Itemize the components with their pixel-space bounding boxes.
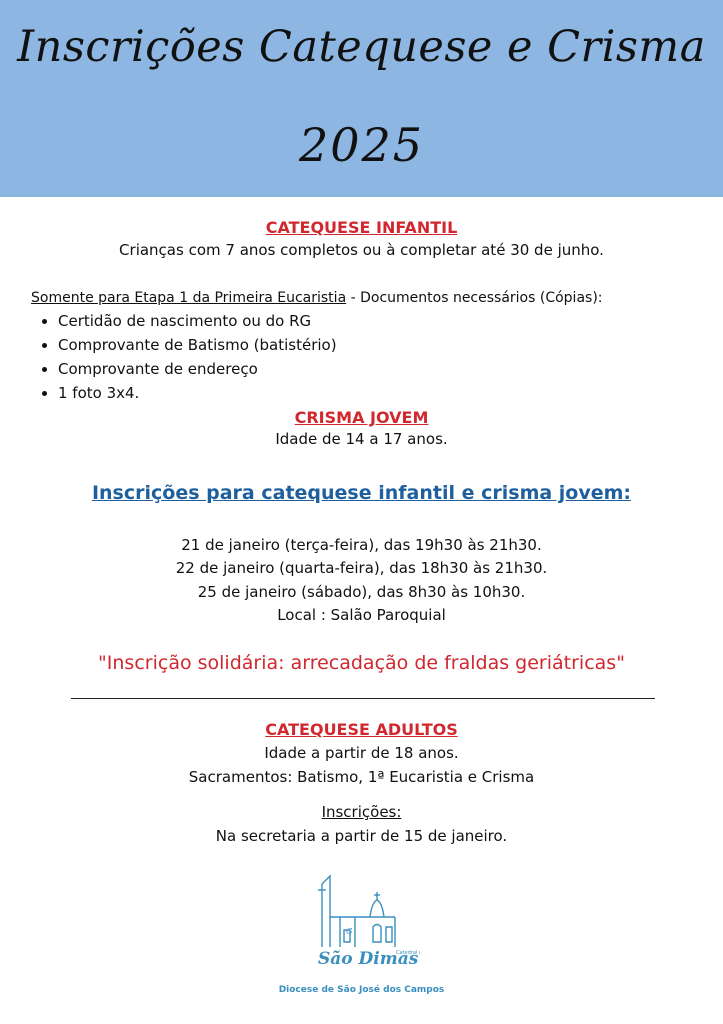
inscricoes-heading: Inscrições para catequese infantil e crisma jovem: <box>91 482 632 504</box>
diocese-text: Diocese de São José dos Campos <box>278 985 445 995</box>
crisma-jovem-heading: CRISMA JOVEM <box>294 408 429 427</box>
cathedral-logo-icon <box>300 872 420 982</box>
list-item: • Certidão de nascimento ou do RG <box>58 309 337 333</box>
list-item: • 1 foto 3x4. <box>58 381 337 405</box>
cathedral-logo <box>300 872 420 982</box>
adultos-sacramentos: Sacramentos: Batismo, 1ª Eucaristia e Crisma <box>188 768 535 786</box>
year-title: 2025 <box>298 118 425 172</box>
date-line: 21 de janeiro (terça-feira), das 19h30 às 21h30. <box>181 536 542 554</box>
solidaria-text: "Inscrição solidária: arrecadação de fraldas geriátricas" <box>98 652 625 674</box>
svg-text:G: G <box>346 927 353 936</box>
local-text: Local : Salão Paroquial <box>277 606 446 624</box>
header-banner <box>0 0 723 197</box>
adultos-inscricoes-text: Na secretaria a partir de 15 de janeiro. <box>215 827 508 845</box>
adultos-inscricoes-label: Inscrições: <box>321 803 402 821</box>
catequese-infantil-text: Crianças com 7 anos completos ou à completar até 30 de junho. <box>119 241 604 259</box>
documents-intro <box>31 290 603 306</box>
catequese-adultos-heading: CATEQUESE ADULTOS <box>265 720 458 739</box>
divider <box>71 698 655 699</box>
catequese-infantil-heading: CATEQUESE INFANTIL <box>265 218 458 237</box>
logo-name: São Dimas <box>318 949 419 969</box>
list-item: • Comprovante de Batismo (batistério) <box>58 333 337 357</box>
list-item: • Comprovante de endereço <box>58 357 337 381</box>
date-line: 25 de janeiro (sábado), das 8h30 às 10h30. <box>197 583 526 601</box>
documents-intro-underlined: Somente para Etapa 1 da Primeira Eucaristia <box>31 290 347 306</box>
crisma-jovem-text: Idade de 14 a 17 anos. <box>275 430 448 448</box>
documents-list <box>36 309 337 405</box>
page-title: Inscrições Catequese e Crisma <box>17 22 706 72</box>
date-line: 22 de janeiro (quarta-feira), das 18h30 às 21h30. <box>175 559 548 577</box>
logo-small-text: Catedral <box>396 950 418 956</box>
adultos-age: Idade a partir de 18 anos. <box>264 744 459 762</box>
documents-intro-rest: - Documentos necessários (Cópias): <box>346 290 603 306</box>
